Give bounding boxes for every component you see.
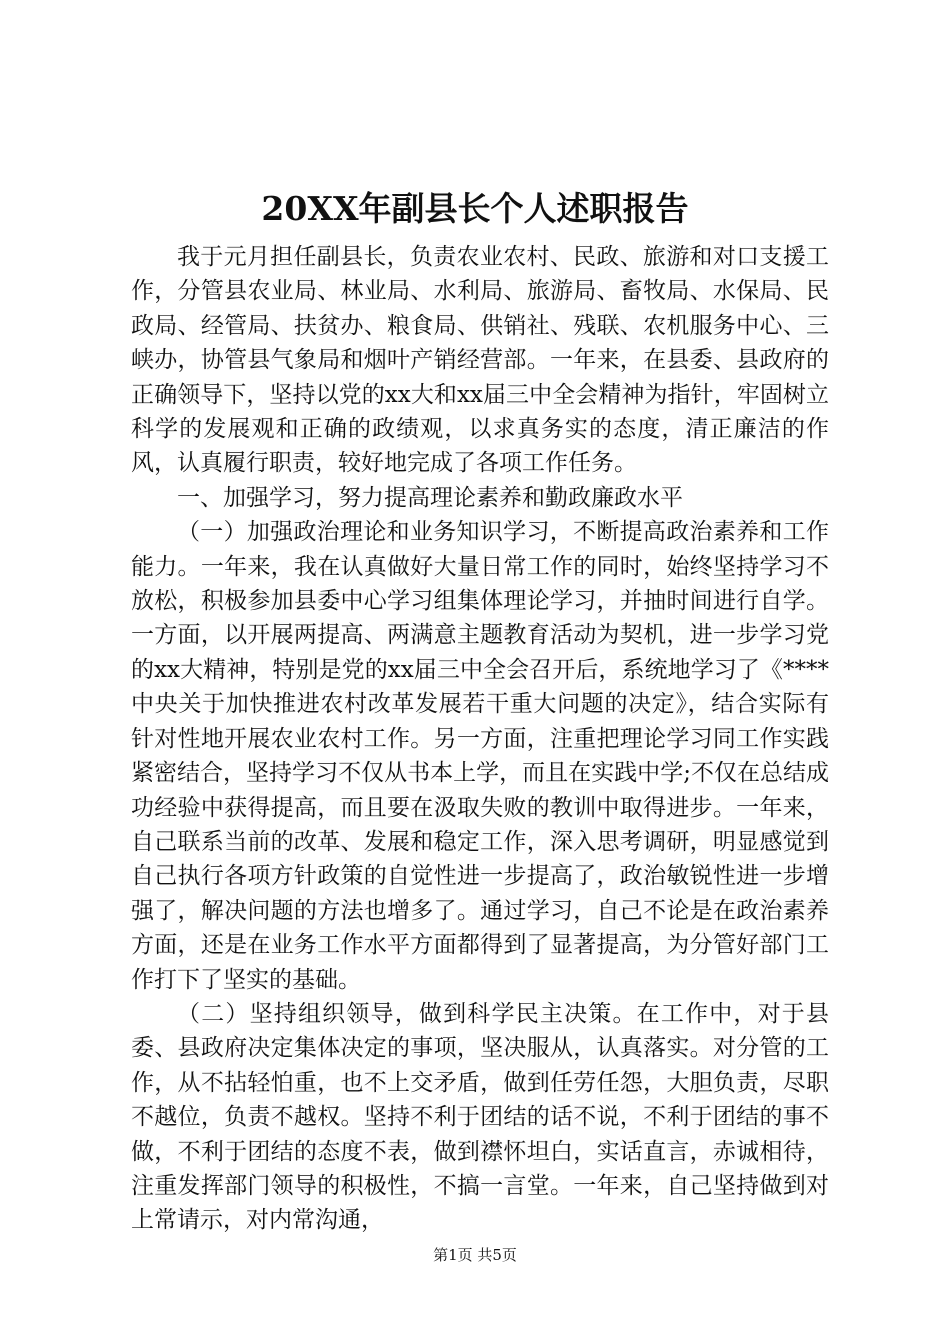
paragraph-study: （一）加强政治理论和业务知识学习，不断提高政治素养和工作能力。一年来，我在认真做好大量日常工作的同时，始终坚持学习不放松，积极参加县委中心学习组集体理论学习，并抽时间进行自学。一方面，以开展两提高、两满意主题教育活动为契机，进一步学习党的xx大精神，特别是党的xx届三中全会召开后，系统地学习了《****中央关于加快推进农村改革发展若干重大问题的决定》，结合实际有针对性地开展农业农村工作。另一方面，注重把理论学习同工作实践紧密结合，坚持学习不仅从书本上学，而且在实践中学;不仅在总结成功经验中获得提高，而且要在汲取失败的教训中取得进步。一年来，自己联系当前的改革、发展和稳定工作，深入思考调研，明显感觉到自己执行各项方针政策的自觉性进一步提高了，政治敏锐性进一步增强了，解决问题的方法也增多了。通过学习，自己不论是在政治素养方面，还是在业务工作水平方面都得到了显著提高，为分管好部门工作打下了坚实的基础。 (131, 519, 829, 993)
paragraph-leadership: （二）坚持组织领导，做到科学民主决策。在工作中，对于县委、县政府决定集体决定的事项，坚决服从，认真落实。对分管的工作，从不拈轻怕重，也不上交矛盾，做到任劳任怨，大胆负责，尽职不越位，负责不越权。坚持不利于团结的话不说，不利于团结的事不做，不利于团结的态度不表，做到襟怀坦白，实话直言，赤诚相待，注重发挥部门领导的积极性，不搞一言堂。一年来，自己坚持做到对上常请示，对内常沟通， (131, 1000, 829, 1234)
document-title: 20XX年副县长个人述职报告 (261, 189, 689, 228)
paragraph-intro: 我于元月担任副县长，负责农业农村、民政、旅游和对口支援工作，分管县农业局、林业局、水利局、旅游局、畜牧局、水保局、民政局、经管局、扶贫办、粮食局、供销社、残联、农机服务中心、三峡办，协管县气象局和烟叶产销经营部。一年来，在县委、县政府的正确领导下，坚持以党的xx大和xx届三中全会精神为指针，牢固树立科学的发展观和正确的政绩观，以求真务实的态度，清正廉洁的作风，认真履行职责，较好地完成了各项工作任务。 (131, 244, 829, 477)
document-body (131, 240, 829, 1238)
section-heading-1: 一、加强学习，努力提高理论素养和勤政廉政水平 (177, 484, 683, 511)
page-footer: 第1页 共5页 (433, 1246, 517, 1264)
